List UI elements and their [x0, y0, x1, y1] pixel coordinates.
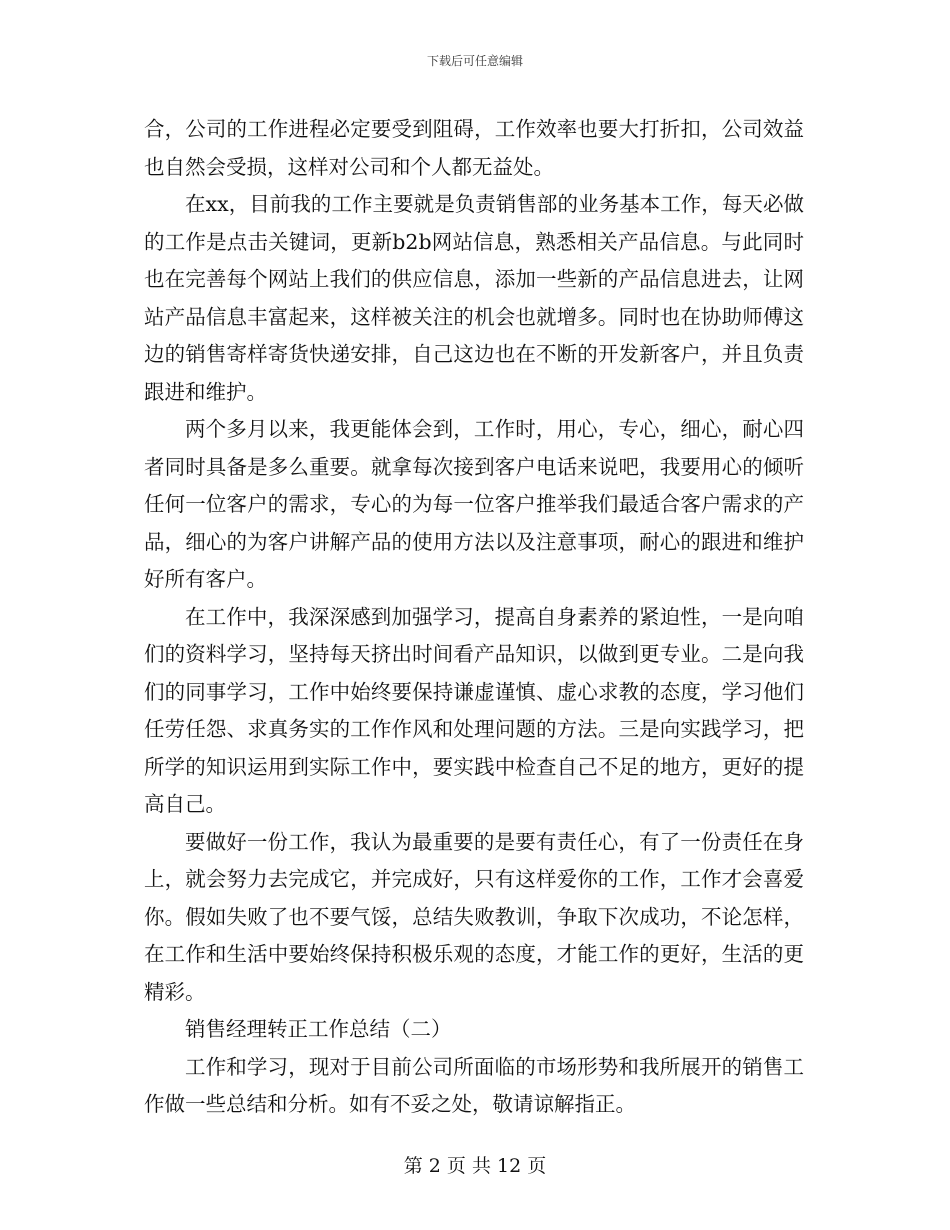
page-header-note: 下载后可任意编辑	[426, 54, 523, 68]
document-body	[144, 111, 804, 1124]
page-number: 第 2 页 共 12 页	[403, 1155, 547, 1177]
paragraph: 工作和学习，现对于目前公司所面临的市场形势和我所展开的销售工作做一些总结和分析。如有不妥之处，敬请谅解指正。	[144, 1054, 804, 1116]
paragraph: 在xx，目前我的工作主要就是负责销售部的业务基本工作，每天必做的工作是点击关键词，更新b2b网站信息，熟悉相关产品信息。与此同时也在完善每个网站上我们的供应信息，添加一些新的产品信息进去，让网站产品信息丰富起来，这样被关注的机会也就增多。同时也在协助师傅这边的销售寄样寄货快递安排，自己这边也在不断的开发新客户，并且负责跟进和维护。	[144, 192, 804, 404]
section-heading: 销售经理转正工作总结（二）	[185, 1017, 452, 1041]
paragraph-continuation: 合，公司的工作进程必定要受到阻碍，工作效率也要大打折扣，公司效益也自然会受损，这样对公司和个人都无益处。	[144, 117, 804, 179]
paragraph: 要做好一份工作，我认为最重要的是要有责任心，有了一份责任在身上，就会努力去完成它，并完成好，只有这样爱你的工作，工作才会喜爱你。假如失败了也不要气馁，总结失败教训，争取下次成功，不论怎样，在工作和生活中要始终保持积极乐观的态度，才能工作的更好，生活的更精彩。	[144, 829, 804, 1004]
paragraph: 在工作中，我深深感到加强学习，提高自身素养的紧迫性，一是向咱们的资料学习，坚持每天挤出时间看产品知识，以做到更专业。二是向我们的同事学习，工作中始终要保持谦虚谨慎、虚心求教的态度，学习他们任劳任怨、求真务实的工作作风和处理问题的方法。三是向实践学习，把所学的知识运用到实际工作中，要实践中检查自己不足的地方，更好的提高自己。	[144, 604, 804, 816]
paragraph: 两个多月以来，我更能体会到，工作时，用心，专心，细心，耐心四者同时具备是多么重要。就拿每次接到客户电话来说吧，我要用心的倾听任何一位客户的需求，专心的为每一位客户推举我们最适合客户需求的产品，细心的为客户讲解产品的使用方法以及注意事项，耐心的跟进和维护好所有客户。	[144, 417, 804, 591]
